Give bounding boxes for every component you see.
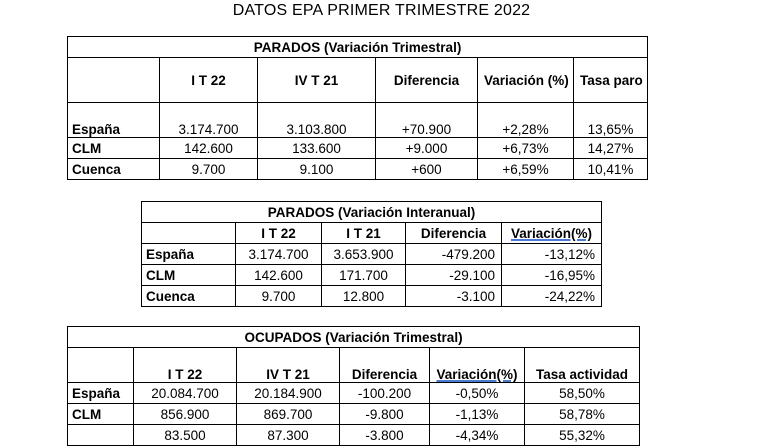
table-row [68,425,640,446]
table-cell: +6,73% [478,138,574,159]
ocupados-trimestral-table [67,326,640,446]
table-caption: PARADOS (Variación Interanual) [142,202,602,223]
table-cell: 869.700 [237,404,340,425]
table-cell: -24,22% [502,286,602,307]
column-header: I T 21 [322,223,406,244]
table-cell: +2,28% [478,103,574,138]
row-label: España [68,103,160,138]
column-header: I T 22 [134,348,237,383]
table-cell: 3.653.900 [322,244,406,265]
table-cell: -479.200 [406,244,502,265]
column-header: Diferencia [340,348,430,383]
column-header: Diferencia [406,223,502,244]
table-cell: 58,78% [525,404,640,425]
table-cell: +600 [376,159,478,180]
table-cell: -9.800 [340,404,430,425]
column-header: IV T 21 [258,58,376,103]
row-label: Cuenca [142,286,236,307]
table-row [142,244,602,265]
table-cell: 13,65% [574,103,648,138]
table-cell: -16,95% [502,265,602,286]
table-cell: -3.800 [340,425,430,446]
row-label: España [68,383,134,404]
column-header: Tasa actividad [525,348,640,383]
table-cell: +6,59% [478,159,574,180]
column-header [430,348,525,383]
column-header-text: Variación(%) [436,367,518,382]
table-row [142,265,602,286]
table-cell: 9.100 [258,159,376,180]
table-cell: -13,12% [502,244,602,265]
table-cell: 3.103.800 [258,103,376,138]
table-row [68,159,648,180]
table-cell: 3.174.700 [160,103,258,138]
table-cell: -3.100 [406,286,502,307]
table-cell: -1,13% [430,404,525,425]
column-header-text: Variación(%) [510,225,593,241]
parados-interanual-table [141,201,602,307]
row-label: España [142,244,236,265]
table-cell: 58,50% [525,383,640,404]
table-cell: 171.700 [322,265,406,286]
table-header-row [68,58,648,103]
table-cell: +70.900 [376,103,478,138]
table-cell: 20.084.700 [134,383,237,404]
table-cell: 20.184.900 [237,383,340,404]
table-header-row [68,348,640,383]
table-cell: 12.800 [322,286,406,307]
column-header [142,223,236,244]
table-cell: -4,34% [430,425,525,446]
table-cell: 133.600 [258,138,376,159]
table-cell: 856.900 [134,404,237,425]
row-label [68,425,134,446]
row-label: CLM [68,138,160,159]
table-caption: OCUPADOS (Variación Trimestral) [68,327,640,348]
table-cell: 9.700 [160,159,258,180]
column-header [502,223,602,244]
table-row [68,383,640,404]
table-row [142,286,602,307]
column-header: Variación (%) [478,58,574,103]
table-row [68,404,640,425]
table-cell: -0,50% [430,383,525,404]
table-cell: -100.200 [340,383,430,404]
table-cell: 55,32% [525,425,640,446]
table-caption: PARADOS (Variación Trimestral) [68,37,648,58]
table-cell: 3.174.700 [236,244,322,265]
table-cell: 10,41% [574,159,648,180]
row-label: Cuenca [68,159,160,180]
table-cell: 142.600 [160,138,258,159]
column-header [68,58,160,103]
row-label: CLM [68,404,134,425]
column-header: I T 22 [160,58,258,103]
document-title: DATOS EPA PRIMER TRIMESTRE 2022 [232,2,531,19]
table-cell: 142.600 [236,265,322,286]
row-label: CLM [142,265,236,286]
column-header: Diferencia [376,58,478,103]
table-row [68,103,648,138]
table-cell: -29.100 [406,265,502,286]
table-cell: 83.500 [134,425,237,446]
column-header: I T 22 [236,223,322,244]
table-header-row [142,223,602,244]
table-cell: 87.300 [237,425,340,446]
table-cell: 14,27% [574,138,648,159]
table-cell: +9.000 [376,138,478,159]
column-header: Tasa paro [574,58,648,103]
column-header [68,348,134,383]
parados-trimestral-table [67,36,648,180]
column-header: IV T 21 [237,348,340,383]
table-row [68,138,648,159]
table-cell: 9.700 [236,286,322,307]
